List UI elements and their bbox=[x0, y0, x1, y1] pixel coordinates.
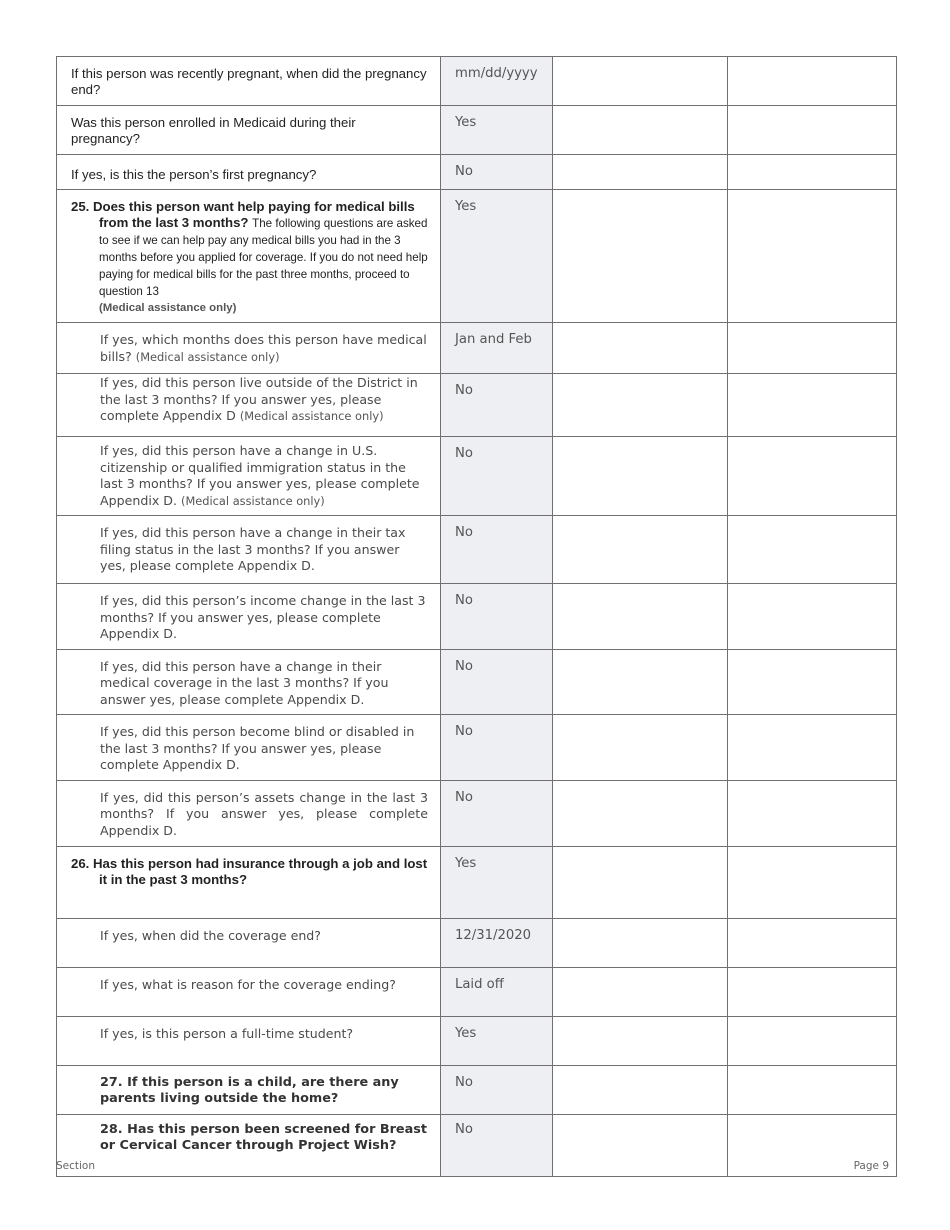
question-text: If yes, did this person have a change in their tax filing status in the last 3 months? If you answer yes, please complete Appendix D. bbox=[100, 525, 406, 573]
question-cell bbox=[57, 437, 441, 516]
question-text: If this person was recently pregnant, when did the pregnancy end? bbox=[71, 66, 427, 97]
question-body: If yes, which months does this person have medical bills? bbox=[100, 332, 427, 364]
table-row bbox=[57, 584, 897, 650]
question-heading: Does this person want help paying for medical bills from the last 3 months? bbox=[93, 199, 415, 230]
answer-value: No bbox=[455, 789, 473, 805]
blank-cell[interactable] bbox=[728, 106, 897, 155]
table-row bbox=[57, 1065, 897, 1114]
footer-page-number: Page 9 bbox=[853, 1160, 889, 1172]
answer-cell[interactable] bbox=[441, 516, 553, 584]
question-heading: Has this person had insurance through a job and lost it in the past 3 months? bbox=[93, 855, 428, 887]
table-row bbox=[57, 190, 897, 323]
table-row bbox=[57, 155, 897, 190]
question-text: If yes, did this person’s income change in the last 3 months? If you answer yes, please complete Appendix D. bbox=[100, 593, 426, 641]
question-cell bbox=[57, 649, 441, 715]
table-row bbox=[57, 780, 897, 846]
question-tag: (Medical assistance only) bbox=[239, 409, 384, 423]
blank-cell[interactable] bbox=[728, 190, 897, 323]
blank-cell[interactable] bbox=[728, 967, 897, 1016]
blank-cell[interactable] bbox=[728, 155, 897, 190]
blank-cell[interactable] bbox=[728, 1016, 897, 1065]
answer-cell[interactable] bbox=[441, 780, 553, 846]
blank-cell[interactable] bbox=[728, 57, 897, 106]
answer-cell[interactable] bbox=[441, 846, 553, 918]
question-cell bbox=[57, 918, 441, 967]
answer-value: mm/dd/yyyy bbox=[455, 66, 538, 81]
answer-cell[interactable] bbox=[441, 1114, 553, 1176]
question-27: 27. If this person is a child, are there any parents living outside the home? bbox=[100, 1074, 399, 1106]
blank-cell[interactable] bbox=[553, 967, 728, 1016]
question-text bbox=[57, 323, 440, 371]
question-body: If yes, did this person have a change in U.S. citizenship or qualified immigration status in the last 3 months? If you answer yes, please complete Appendix D. bbox=[100, 443, 420, 508]
question-cell bbox=[57, 190, 441, 323]
blank-cell[interactable] bbox=[728, 715, 897, 781]
blank-cell[interactable] bbox=[553, 1065, 728, 1114]
answer-cell[interactable] bbox=[441, 1016, 553, 1065]
answer-value: No bbox=[455, 1121, 473, 1137]
table-row bbox=[57, 323, 897, 374]
answer-cell[interactable] bbox=[441, 57, 553, 106]
question-cell bbox=[57, 374, 441, 437]
table-row bbox=[57, 967, 897, 1016]
table-row bbox=[57, 374, 897, 437]
answer-cell[interactable] bbox=[441, 967, 553, 1016]
blank-cell[interactable] bbox=[728, 1065, 897, 1114]
answer-value: No bbox=[455, 658, 473, 674]
question-cell bbox=[57, 516, 441, 584]
answer-cell[interactable] bbox=[441, 918, 553, 967]
question-body: If yes, did this person live outside of the District in the last 3 months? If you answer yes, please complete Appendix D bbox=[100, 375, 418, 423]
answer-cell[interactable] bbox=[441, 190, 553, 323]
question-tag: (Medical assistance only) bbox=[99, 302, 237, 314]
blank-cell[interactable] bbox=[728, 846, 897, 918]
table-row bbox=[57, 516, 897, 584]
answer-value: No bbox=[455, 164, 473, 179]
answer-value: No bbox=[455, 383, 473, 398]
answer-cell[interactable] bbox=[441, 1065, 553, 1114]
answer-value: Yes bbox=[455, 855, 477, 871]
question-text: If yes, is this person a full-time student? bbox=[100, 1025, 354, 1041]
blank-cell[interactable] bbox=[553, 846, 728, 918]
answer-value: Yes bbox=[455, 1025, 477, 1041]
question-text: Was this person enrolled in Medicaid during their pregnancy? bbox=[71, 115, 356, 146]
table-row bbox=[57, 106, 897, 155]
question-cell bbox=[57, 1065, 441, 1114]
table-row bbox=[57, 846, 897, 918]
answer-value: No bbox=[455, 525, 473, 540]
blank-cell[interactable] bbox=[553, 155, 728, 190]
answer-cell[interactable] bbox=[441, 437, 553, 516]
question-28: 28. Has this person been screened for Breast or Cervical Cancer through Project Wish? bbox=[100, 1121, 427, 1153]
answer-cell[interactable] bbox=[441, 649, 553, 715]
table-row bbox=[57, 715, 897, 781]
blank-cell[interactable] bbox=[553, 1016, 728, 1065]
blank-cell[interactable] bbox=[553, 374, 728, 437]
answer-value: No bbox=[455, 724, 473, 739]
answer-value: Jan and Feb bbox=[455, 332, 532, 347]
question-text bbox=[57, 437, 440, 515]
blank-cell[interactable] bbox=[553, 918, 728, 967]
question-number: 26. bbox=[71, 855, 90, 871]
answer-value: 12/31/2020 bbox=[455, 927, 532, 943]
blank-cell[interactable] bbox=[728, 374, 897, 437]
question-text bbox=[57, 374, 440, 431]
answer-value: No bbox=[455, 1074, 473, 1090]
blank-cell[interactable] bbox=[728, 584, 897, 650]
blank-cell[interactable] bbox=[553, 584, 728, 650]
answer-cell[interactable] bbox=[441, 374, 553, 437]
blank-cell[interactable] bbox=[728, 649, 897, 715]
answer-value: Yes bbox=[455, 115, 477, 130]
blank-cell[interactable] bbox=[553, 106, 728, 155]
answer-value: No bbox=[455, 446, 473, 461]
question-26 bbox=[57, 847, 440, 894]
answer-cell[interactable] bbox=[441, 155, 553, 190]
table-row bbox=[57, 437, 897, 516]
answer-value: Yes bbox=[455, 199, 477, 214]
question-cell bbox=[57, 1016, 441, 1065]
footer-section-label: Section bbox=[56, 1160, 96, 1172]
answer-cell[interactable] bbox=[441, 584, 553, 650]
blank-cell[interactable] bbox=[728, 437, 897, 516]
answer-value: Laid off bbox=[455, 976, 504, 992]
question-cell bbox=[57, 584, 441, 650]
table-row bbox=[57, 918, 897, 967]
question-cell bbox=[57, 57, 441, 106]
question-cell bbox=[57, 1114, 441, 1176]
blank-cell[interactable] bbox=[553, 323, 728, 374]
blank-cell[interactable] bbox=[553, 649, 728, 715]
question-text: If yes, what is reason for the coverage ending? bbox=[100, 976, 396, 992]
table-row bbox=[57, 649, 897, 715]
question-text: If yes, when did the coverage end? bbox=[100, 927, 321, 943]
question-tag: (Medical assistance only) bbox=[135, 349, 280, 364]
question-cell bbox=[57, 155, 441, 190]
answer-cell[interactable] bbox=[441, 323, 553, 374]
question-text: If yes, did this person’s assets change in the last 3 months? If you answer yes, please complete Appendix D. bbox=[100, 789, 428, 838]
blank-cell[interactable] bbox=[553, 190, 728, 323]
table-row bbox=[57, 1114, 897, 1176]
blank-cell[interactable] bbox=[553, 437, 728, 516]
blank-cell[interactable] bbox=[553, 1114, 728, 1176]
question-cell bbox=[57, 715, 441, 781]
question-cell bbox=[57, 846, 441, 918]
blank-cell[interactable] bbox=[553, 57, 728, 106]
answer-value: No bbox=[455, 593, 473, 608]
blank-cell[interactable] bbox=[553, 715, 728, 781]
question-text: If yes, did this person have a change in their medical coverage in the last 3 months? If you answer yes, please complete Appendix D. bbox=[100, 658, 389, 707]
question-cell bbox=[57, 323, 441, 374]
table-row bbox=[57, 57, 897, 106]
blank-cell[interactable] bbox=[728, 323, 897, 374]
question-number: 25. bbox=[71, 199, 90, 214]
question-cell bbox=[57, 780, 441, 846]
question-text: If yes, is this the person’s first pregnancy? bbox=[71, 167, 317, 182]
table-row bbox=[57, 1016, 897, 1065]
blank-cell[interactable] bbox=[728, 516, 897, 584]
question-25 bbox=[57, 190, 440, 322]
question-cell bbox=[57, 967, 441, 1016]
answer-cell[interactable] bbox=[441, 106, 553, 155]
blank-cell[interactable] bbox=[728, 918, 897, 967]
blank-cell[interactable] bbox=[553, 516, 728, 584]
form-table bbox=[56, 56, 897, 1177]
question-note: The following questions are asked to see if we can help pay any medical bills you had in the 3 months before you applied for coverage. If you do not need help paying for medical bills for the past three months, proceed to question 13 bbox=[99, 217, 428, 298]
blank-cell[interactable] bbox=[728, 780, 897, 846]
question-tag: (Medical assistance only) bbox=[181, 493, 325, 508]
blank-cell[interactable] bbox=[553, 780, 728, 846]
answer-cell[interactable] bbox=[441, 715, 553, 781]
question-cell bbox=[57, 106, 441, 155]
question-text: If yes, did this person become blind or disabled in the last 3 months? If you answer yes, please complete Appendix D. bbox=[100, 724, 415, 772]
